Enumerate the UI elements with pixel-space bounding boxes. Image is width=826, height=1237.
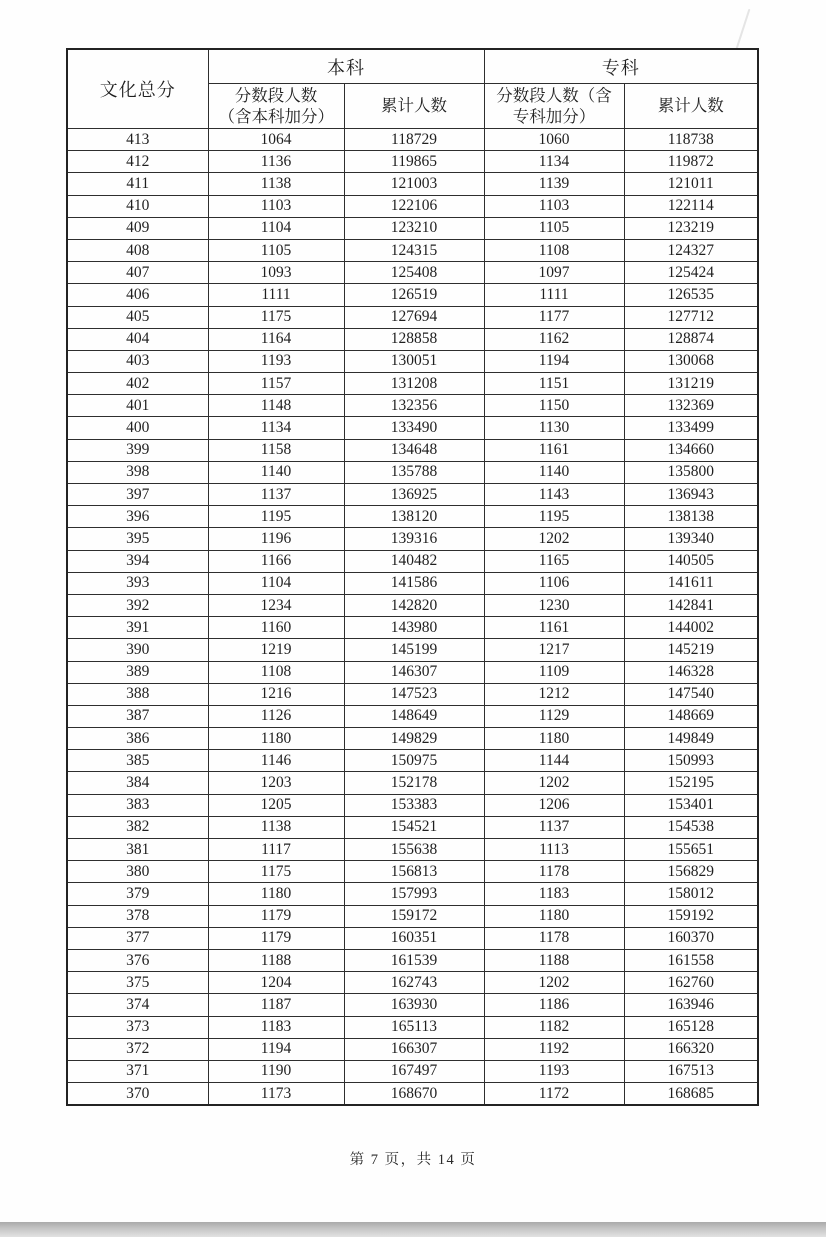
total-score-cell: 379: [67, 883, 208, 905]
table-row: [67, 262, 758, 284]
benke-cumulative-cell: 167497: [344, 1060, 484, 1082]
zhuanke-cumulative-cell: 161558: [624, 949, 758, 971]
benke-segment-cell: 1166: [208, 550, 344, 572]
table-row: [67, 572, 758, 594]
zhuanke-segment-cell: 1188: [484, 949, 624, 971]
total-score-cell: 409: [67, 217, 208, 239]
total-score-cell: 404: [67, 328, 208, 350]
total-score-cell: 394: [67, 550, 208, 572]
zhuanke-segment-cell: 1144: [484, 750, 624, 772]
header-benke-cumulative-count: 累计人数: [344, 84, 484, 129]
benke-cumulative-cell: 165113: [344, 1016, 484, 1038]
zhuanke-segment-cell: 1162: [484, 328, 624, 350]
benke-segment-cell: 1146: [208, 750, 344, 772]
zhuanke-segment-cell: 1212: [484, 683, 624, 705]
benke-segment-cell: 1103: [208, 195, 344, 217]
table-row: [67, 594, 758, 616]
zhuanke-segment-cell: 1130: [484, 417, 624, 439]
total-score-cell: 384: [67, 772, 208, 794]
total-score-cell: 408: [67, 239, 208, 261]
zhuanke-segment-cell: 1097: [484, 262, 624, 284]
table-row: [67, 484, 758, 506]
zhuanke-cumulative-cell: 163946: [624, 994, 758, 1016]
viewer-bottom-edge: [0, 1222, 826, 1237]
benke-cumulative-cell: 163930: [344, 994, 484, 1016]
total-score-cell: 411: [67, 173, 208, 195]
zhuanke-cumulative-cell: 131219: [624, 373, 758, 395]
benke-segment-cell: 1187: [208, 994, 344, 1016]
benke-segment-cell: 1204: [208, 972, 344, 994]
zhuanke-cumulative-cell: 132369: [624, 395, 758, 417]
zhuanke-segment-cell: 1195: [484, 506, 624, 528]
page-number-footer: 第 7 页，共 14 页: [349, 1152, 477, 1168]
benke-cumulative-cell: 138120: [344, 506, 484, 528]
scan-artifact: [736, 9, 751, 50]
benke-segment-cell: 1138: [208, 816, 344, 838]
zhuanke-segment-cell: 1186: [484, 994, 624, 1016]
zhuanke-cumulative-cell: 154538: [624, 816, 758, 838]
benke-cumulative-cell: 127694: [344, 306, 484, 328]
benke-cumulative-cell: 159172: [344, 905, 484, 927]
zhuanke-cumulative-cell: 168685: [624, 1083, 758, 1106]
benke-segment-cell: 1196: [208, 528, 344, 550]
zhuanke-segment-cell: 1194: [484, 350, 624, 372]
benke-cumulative-cell: 155638: [344, 839, 484, 861]
zhuanke-cumulative-cell: 166320: [624, 1038, 758, 1060]
header-zhuanke-group: 专科: [484, 49, 758, 84]
zhuanke-cumulative-cell: 162760: [624, 972, 758, 994]
zhuanke-segment-cell: 1129: [484, 705, 624, 727]
benke-segment-cell: 1234: [208, 594, 344, 616]
benke-cumulative-cell: 142820: [344, 594, 484, 616]
zhuanke-cumulative-cell: 128874: [624, 328, 758, 350]
benke-cumulative-cell: 145199: [344, 639, 484, 661]
table-row: [67, 373, 758, 395]
benke-cumulative-cell: 143980: [344, 617, 484, 639]
zhuanke-cumulative-cell: 126535: [624, 284, 758, 306]
benke-cumulative-cell: 126519: [344, 284, 484, 306]
table-row: [67, 816, 758, 838]
total-score-cell: 407: [67, 262, 208, 284]
total-score-cell: 401: [67, 395, 208, 417]
total-score-cell: 387: [67, 705, 208, 727]
benke-segment-cell: 1064: [208, 129, 344, 151]
benke-segment-cell: 1183: [208, 1016, 344, 1038]
benke-cumulative-cell: 118729: [344, 129, 484, 151]
zhuanke-segment-cell: 1217: [484, 639, 624, 661]
benke-cumulative-cell: 130051: [344, 350, 484, 372]
zhuanke-cumulative-cell: 156829: [624, 861, 758, 883]
zhuanke-segment-cell: 1134: [484, 151, 624, 173]
benke-cumulative-cell: 139316: [344, 528, 484, 550]
table-row: [67, 1016, 758, 1038]
benke-segment-cell: 1104: [208, 572, 344, 594]
benke-segment-cell: 1164: [208, 328, 344, 350]
total-score-cell: 402: [67, 373, 208, 395]
zhuanke-segment-cell: 1177: [484, 306, 624, 328]
table-row: [67, 284, 758, 306]
benke-segment-cell: 1175: [208, 861, 344, 883]
benke-segment-cell: 1175: [208, 306, 344, 328]
zhuanke-segment-cell: 1230: [484, 594, 624, 616]
total-score-cell: 374: [67, 994, 208, 1016]
benke-segment-cell: 1195: [208, 506, 344, 528]
zhuanke-cumulative-cell: 145219: [624, 639, 758, 661]
benke-cumulative-cell: 148649: [344, 705, 484, 727]
table-row: [67, 151, 758, 173]
benke-segment-cell: 1108: [208, 661, 344, 683]
benke-cumulative-cell: 121003: [344, 173, 484, 195]
benke-segment-cell: 1104: [208, 217, 344, 239]
total-score-cell: 413: [67, 129, 208, 151]
benke-cumulative-cell: 134648: [344, 439, 484, 461]
benke-segment-cell: 1193: [208, 350, 344, 372]
table-row: [67, 905, 758, 927]
zhuanke-cumulative-cell: 142841: [624, 594, 758, 616]
total-score-cell: 406: [67, 284, 208, 306]
benke-cumulative-cell: 168670: [344, 1083, 484, 1106]
total-score-cell: 397: [67, 484, 208, 506]
zhuanke-cumulative-cell: 159192: [624, 905, 758, 927]
zhuanke-cumulative-cell: 118738: [624, 129, 758, 151]
benke-segment-cell: 1219: [208, 639, 344, 661]
benke-cumulative-cell: 153383: [344, 794, 484, 816]
header-benke-group: 本科: [208, 49, 484, 84]
benke-cumulative-cell: 161539: [344, 949, 484, 971]
benke-segment-cell: 1190: [208, 1060, 344, 1082]
benke-cumulative-cell: 146307: [344, 661, 484, 683]
benke-segment-cell: 1158: [208, 439, 344, 461]
total-score-cell: 378: [67, 905, 208, 927]
zhuanke-segment-cell: 1105: [484, 217, 624, 239]
benke-cumulative-cell: 147523: [344, 683, 484, 705]
zhuanke-cumulative-cell: 141611: [624, 572, 758, 594]
zhuanke-segment-cell: 1182: [484, 1016, 624, 1038]
benke-segment-cell: 1126: [208, 705, 344, 727]
benke-cumulative-cell: 160351: [344, 927, 484, 949]
total-score-cell: 377: [67, 927, 208, 949]
benke-cumulative-cell: 166307: [344, 1038, 484, 1060]
table-row: [67, 239, 758, 261]
benke-segment-cell: 1117: [208, 839, 344, 861]
benke-cumulative-cell: 157993: [344, 883, 484, 905]
table-row: [67, 1060, 758, 1082]
benke-cumulative-cell: 131208: [344, 373, 484, 395]
zhuanke-cumulative-cell: 160370: [624, 927, 758, 949]
total-score-cell: 393: [67, 572, 208, 594]
table-header: [67, 49, 758, 129]
zhuanke-segment-cell: 1060: [484, 129, 624, 151]
total-score-cell: 385: [67, 750, 208, 772]
zhuanke-cumulative-cell: 139340: [624, 528, 758, 550]
benke-segment-cell: 1160: [208, 617, 344, 639]
table-row: [67, 883, 758, 905]
benke-cumulative-cell: 125408: [344, 262, 484, 284]
benke-segment-cell: 1194: [208, 1038, 344, 1060]
header-zhuanke-segment-count: 分数段人数（含专科加分）: [484, 84, 624, 129]
total-score-cell: 410: [67, 195, 208, 217]
zhuanke-segment-cell: 1111: [484, 284, 624, 306]
benke-segment-cell: 1111: [208, 284, 344, 306]
total-score-cell: 372: [67, 1038, 208, 1060]
zhuanke-cumulative-cell: 165128: [624, 1016, 758, 1038]
total-score-cell: 373: [67, 1016, 208, 1038]
table-row: [67, 217, 758, 239]
benke-segment-cell: 1179: [208, 927, 344, 949]
table-row: [67, 461, 758, 483]
table-row: [67, 1038, 758, 1060]
zhuanke-segment-cell: 1165: [484, 550, 624, 572]
total-score-cell: 396: [67, 506, 208, 528]
benke-cumulative-cell: 156813: [344, 861, 484, 883]
table-row: [67, 506, 758, 528]
benke-cumulative-cell: 132356: [344, 395, 484, 417]
zhuanke-segment-cell: 1172: [484, 1083, 624, 1106]
table-row: [67, 439, 758, 461]
zhuanke-segment-cell: 1151: [484, 373, 624, 395]
benke-cumulative-cell: 128858: [344, 328, 484, 350]
zhuanke-cumulative-cell: 158012: [624, 883, 758, 905]
zhuanke-segment-cell: 1178: [484, 861, 624, 883]
zhuanke-segment-cell: 1143: [484, 484, 624, 506]
zhuanke-cumulative-cell: 155651: [624, 839, 758, 861]
benke-segment-cell: 1138: [208, 173, 344, 195]
zhuanke-cumulative-cell: 122114: [624, 195, 758, 217]
total-score-cell: 386: [67, 728, 208, 750]
total-score-cell: 389: [67, 661, 208, 683]
benke-segment-cell: 1137: [208, 484, 344, 506]
total-score-cell: 405: [67, 306, 208, 328]
zhuanke-segment-cell: 1109: [484, 661, 624, 683]
zhuanke-cumulative-cell: 121011: [624, 173, 758, 195]
total-score-cell: 391: [67, 617, 208, 639]
zhuanke-cumulative-cell: 146328: [624, 661, 758, 683]
benke-segment-cell: 1203: [208, 772, 344, 794]
zhuanke-segment-cell: 1180: [484, 905, 624, 927]
zhuanke-segment-cell: 1103: [484, 195, 624, 217]
table-row: [67, 528, 758, 550]
zhuanke-cumulative-cell: 133499: [624, 417, 758, 439]
zhuanke-segment-cell: 1193: [484, 1060, 624, 1082]
total-score-cell: 376: [67, 949, 208, 971]
benke-segment-cell: 1179: [208, 905, 344, 927]
header-total-score: 文化总分: [67, 49, 208, 129]
header-benke-segment-count: 分数段人数（含本科加分）: [208, 84, 344, 129]
zhuanke-segment-cell: 1137: [484, 816, 624, 838]
table-row: [67, 306, 758, 328]
benke-cumulative-cell: 135788: [344, 461, 484, 483]
zhuanke-segment-cell: 1113: [484, 839, 624, 861]
benke-cumulative-cell: 140482: [344, 550, 484, 572]
benke-segment-cell: 1216: [208, 683, 344, 705]
benke-segment-cell: 1105: [208, 239, 344, 261]
benke-segment-cell: 1140: [208, 461, 344, 483]
benke-segment-cell: 1205: [208, 794, 344, 816]
zhuanke-segment-cell: 1202: [484, 772, 624, 794]
total-score-cell: 371: [67, 1060, 208, 1082]
benke-segment-cell: 1180: [208, 883, 344, 905]
benke-segment-cell: 1136: [208, 151, 344, 173]
zhuanke-cumulative-cell: 123219: [624, 217, 758, 239]
zhuanke-segment-cell: 1178: [484, 927, 624, 949]
benke-cumulative-cell: 133490: [344, 417, 484, 439]
table-row: [67, 1083, 758, 1106]
zhuanke-cumulative-cell: 140505: [624, 550, 758, 572]
zhuanke-segment-cell: 1140: [484, 461, 624, 483]
total-score-cell: 400: [67, 417, 208, 439]
total-score-cell: 382: [67, 816, 208, 838]
benke-segment-cell: 1173: [208, 1083, 344, 1106]
header-zhuanke-cumulative-count: 累计人数: [624, 84, 758, 129]
table-row: [67, 395, 758, 417]
table-row: [67, 173, 758, 195]
zhuanke-cumulative-cell: 148669: [624, 705, 758, 727]
total-score-cell: 383: [67, 794, 208, 816]
zhuanke-segment-cell: 1183: [484, 883, 624, 905]
zhuanke-cumulative-cell: 134660: [624, 439, 758, 461]
zhuanke-segment-cell: 1161: [484, 439, 624, 461]
total-score-cell: 381: [67, 839, 208, 861]
benke-cumulative-cell: 124315: [344, 239, 484, 261]
table-row: [67, 550, 758, 572]
benke-segment-cell: 1188: [208, 949, 344, 971]
zhuanke-segment-cell: 1206: [484, 794, 624, 816]
total-score-cell: 390: [67, 639, 208, 661]
total-score-cell: 375: [67, 972, 208, 994]
zhuanke-cumulative-cell: 119872: [624, 151, 758, 173]
benke-segment-cell: 1093: [208, 262, 344, 284]
table-row: [67, 129, 758, 151]
table-row: [67, 728, 758, 750]
header-group-row: [67, 49, 758, 84]
zhuanke-cumulative-cell: 136943: [624, 484, 758, 506]
zhuanke-segment-cell: 1150: [484, 395, 624, 417]
table-row: [67, 195, 758, 217]
score-table-body: [67, 129, 758, 1106]
zhuanke-cumulative-cell: 153401: [624, 794, 758, 816]
table-row: [67, 705, 758, 727]
zhuanke-cumulative-cell: 150993: [624, 750, 758, 772]
total-score-cell: 370: [67, 1083, 208, 1106]
benke-cumulative-cell: 122106: [344, 195, 484, 217]
zhuanke-cumulative-cell: 138138: [624, 506, 758, 528]
zhuanke-segment-cell: 1192: [484, 1038, 624, 1060]
zhuanke-cumulative-cell: 144002: [624, 617, 758, 639]
table-row: [67, 794, 758, 816]
table-row: [67, 839, 758, 861]
zhuanke-cumulative-cell: 147540: [624, 683, 758, 705]
table-row: [67, 683, 758, 705]
total-score-cell: 399: [67, 439, 208, 461]
table-row: [67, 617, 758, 639]
table-row: [67, 994, 758, 1016]
zhuanke-cumulative-cell: 152195: [624, 772, 758, 794]
table-row: [67, 417, 758, 439]
total-score-cell: 380: [67, 861, 208, 883]
benke-segment-cell: 1157: [208, 373, 344, 395]
benke-cumulative-cell: 123210: [344, 217, 484, 239]
zhuanke-segment-cell: 1161: [484, 617, 624, 639]
zhuanke-cumulative-cell: 135800: [624, 461, 758, 483]
table-row: [67, 639, 758, 661]
benke-segment-cell: 1180: [208, 728, 344, 750]
zhuanke-cumulative-cell: 167513: [624, 1060, 758, 1082]
benke-cumulative-cell: 136925: [344, 484, 484, 506]
total-score-cell: 392: [67, 594, 208, 616]
benke-cumulative-cell: 119865: [344, 151, 484, 173]
zhuanke-cumulative-cell: 124327: [624, 239, 758, 261]
zhuanke-segment-cell: 1202: [484, 972, 624, 994]
zhuanke-segment-cell: 1180: [484, 728, 624, 750]
benke-cumulative-cell: 150975: [344, 750, 484, 772]
table-row: [67, 927, 758, 949]
total-score-cell: 388: [67, 683, 208, 705]
zhuanke-segment-cell: 1108: [484, 239, 624, 261]
table-row: [67, 350, 758, 372]
table-row: [67, 661, 758, 683]
total-score-cell: 403: [67, 350, 208, 372]
zhuanke-segment-cell: 1139: [484, 173, 624, 195]
zhuanke-cumulative-cell: 125424: [624, 262, 758, 284]
zhuanke-segment-cell: 1106: [484, 572, 624, 594]
zhuanke-cumulative-cell: 130068: [624, 350, 758, 372]
benke-cumulative-cell: 152178: [344, 772, 484, 794]
benke-cumulative-cell: 149829: [344, 728, 484, 750]
total-score-cell: 398: [67, 461, 208, 483]
benke-cumulative-cell: 162743: [344, 972, 484, 994]
score-distribution-table: [66, 48, 759, 1106]
table-row: [67, 861, 758, 883]
zhuanke-cumulative-cell: 127712: [624, 306, 758, 328]
total-score-cell: 412: [67, 151, 208, 173]
benke-segment-cell: 1134: [208, 417, 344, 439]
table-row: [67, 972, 758, 994]
table-row: [67, 949, 758, 971]
benke-segment-cell: 1148: [208, 395, 344, 417]
zhuanke-cumulative-cell: 149849: [624, 728, 758, 750]
table-row: [67, 328, 758, 350]
zhuanke-segment-cell: 1202: [484, 528, 624, 550]
table-row: [67, 750, 758, 772]
table-row: [67, 772, 758, 794]
benke-cumulative-cell: 141586: [344, 572, 484, 594]
benke-cumulative-cell: 154521: [344, 816, 484, 838]
total-score-cell: 395: [67, 528, 208, 550]
